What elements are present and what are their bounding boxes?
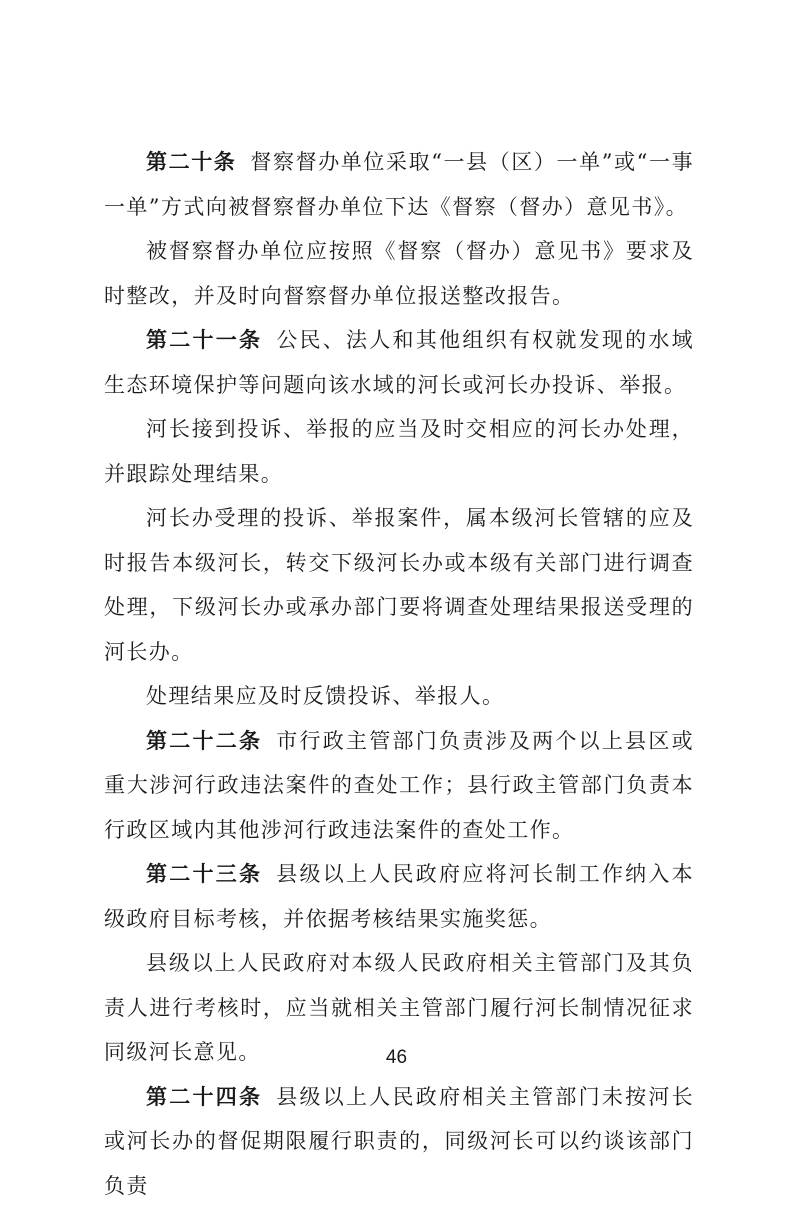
article-number: 第二十条: [146, 150, 236, 174]
paragraph: [104, 719, 694, 853]
article-number: 第二十四条: [146, 1085, 262, 1109]
paragraph: [104, 674, 694, 719]
article-number: 第二十一条: [146, 328, 262, 352]
article-number: 第二十三条: [146, 862, 262, 886]
paragraph-text: 河长接到投诉、举报的应当及时交相应的河长办处理，并跟踪处理结果。: [104, 417, 694, 486]
paragraph-text: 县级以上人民政府应将河长制工作纳入本级政府目标考核，并依据考核结果实施奖惩。: [104, 862, 694, 931]
paragraph: [104, 318, 694, 407]
paragraph-text: 市行政主管部门负责涉及两个以上县区或重大涉河行政违法案件的查处工作；县行政主管部门负责本行政区域内其他涉河行政违法案件的查处工作。: [104, 729, 694, 842]
paragraph: [104, 407, 694, 496]
paragraph: [104, 852, 694, 941]
article-number: 第二十二条: [146, 729, 262, 753]
paragraph-text: 河长办受理的投诉、举报案件，属本级河长管辖的应及时报告本级河长，转交下级河长办或本级有关部门进行调查处理，下级河长办或承办部门要将调查处理结果报送受理的河长办。: [104, 506, 694, 664]
paragraph-text: 被督察督办单位应按照《督察（督办）意见书》要求及时整改，并及时向督察督办单位报送整改报告。: [104, 239, 694, 308]
paragraph-text: 县级以上人民政府对本级人民政府相关主管部门及其负责人进行考核时，应当就相关主管部门履行河长制情况征求同级河长意见。: [104, 951, 694, 1064]
paragraph: [104, 229, 694, 318]
paragraph: [104, 140, 694, 229]
paragraph: [104, 496, 694, 674]
paragraph-text: 处理结果应及时反馈投诉、举报人。: [146, 684, 504, 708]
paragraph-text: 公民、法人和其他组织有权就发现的水域生态环境保护等问题向该水域的河长或河长办投诉、举报。: [104, 328, 694, 397]
paragraph-text: 县级以上人民政府相关主管部门未按河长或河长办的督促期限履行职责的，同级河长可以约谈该部门负责: [104, 1085, 694, 1198]
paragraph-text: 督察督办单位采取“一县（区）一单”或“一事一单”方式向被督察督办单位下达《督察（督办）意见书》。: [104, 150, 694, 219]
page-number: 46: [0, 1047, 793, 1069]
paragraph: [104, 1075, 694, 1208]
